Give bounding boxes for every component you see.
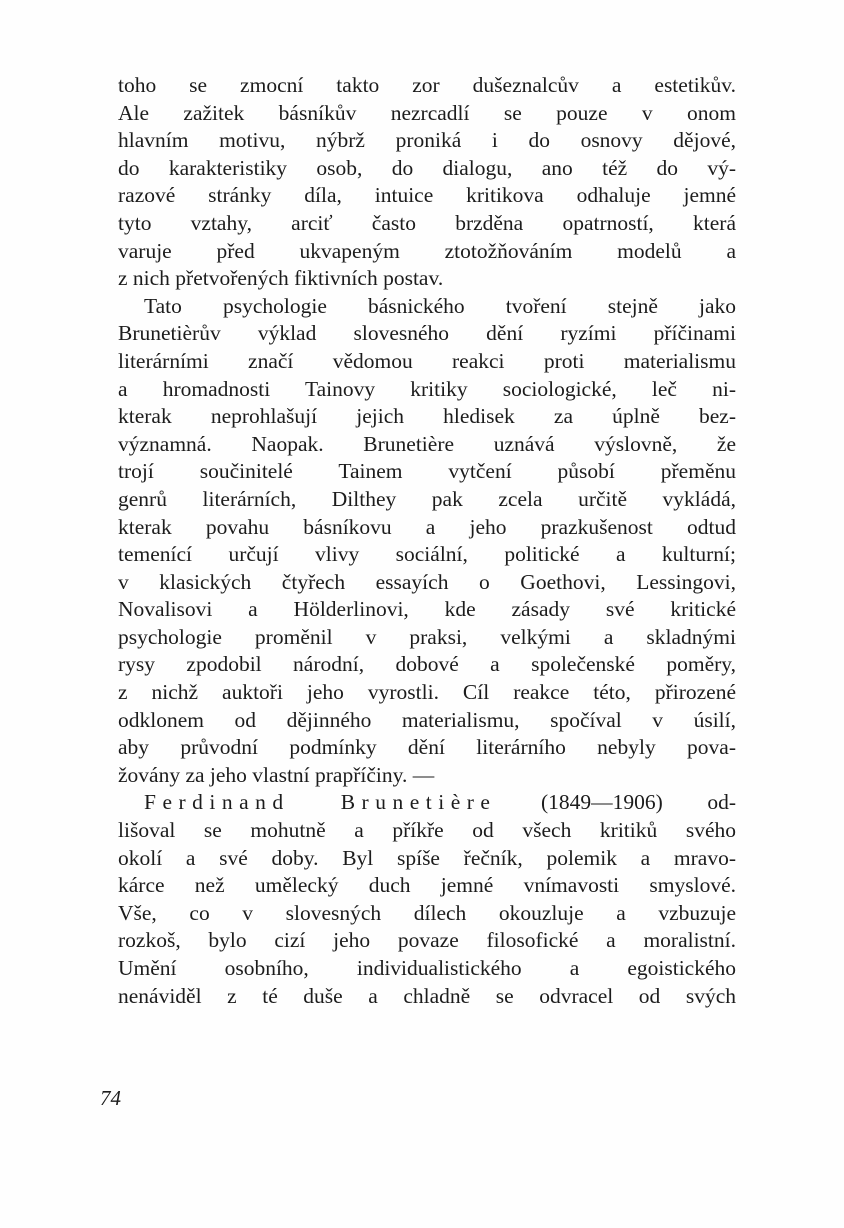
page-number: 74 xyxy=(100,1086,121,1110)
text-line: nenáviděl z té duše a chladně se odvracel od svých xyxy=(118,983,736,1008)
text-line: z nich přetvořených fiktivních postav. xyxy=(118,266,444,291)
text-line: Novalisovi a Hölderlinovi, kde zásady své kritické xyxy=(118,597,736,622)
text-line: v klasických čtyřech essayích o Goethovi, Lessingovi, xyxy=(118,569,736,594)
text-line: varuje před ukvapeným ztotožňováním modelů a xyxy=(118,238,736,263)
text-line: literárními značí vědomou reakci proti materialismu xyxy=(118,348,736,373)
text-line: odklonem od dějinného materialismu, spočíval v úsilí, xyxy=(118,707,736,732)
text-line: aby průvodní podmínky dění literárního nebyly pova- xyxy=(118,735,736,760)
author-name: Ferdinand Brunetière xyxy=(144,790,497,815)
text-line: genrů literárních, Dilthey pak zcela určitě vykládá, xyxy=(118,486,736,511)
text-line: okolí a své doby. Byl spíše řečník, polemik a mravo- xyxy=(118,845,736,870)
text-line: rozkoš, bylo cizí jeho povaze filosofické a moralistní. xyxy=(118,928,736,953)
text-line: a hromadnosti Tainovy kritiky sociologické, leč ni- xyxy=(118,376,736,401)
text-line: žovány za jeho vlastní prapříčiny. — xyxy=(118,762,435,787)
text-line: razové stránky díla, intuice kritikova odhaluje jemné xyxy=(118,183,736,208)
text-line: do karakteristiky osob, do dialogu, ano též do vý- xyxy=(118,155,736,180)
text-line: hlavním motivu, nýbrž proniká i do osnovy dějové, xyxy=(118,128,736,153)
text-line: trojí součinitelé Tainem vytčení působí přeměnu xyxy=(118,459,736,484)
text-line: Vše, co v slovesných dílech okouzluje a vzbuzuje xyxy=(118,900,736,925)
text-line: psychologie proměnil v praksi, velkými a skladnými xyxy=(118,624,736,649)
text-line: z nichž auktoři jeho vyrostli. Cíl reakce této, přirozené xyxy=(118,680,736,705)
text-line: lišoval se mohutně a příkře od všech kritiků svého xyxy=(118,818,736,843)
text-line xyxy=(118,789,736,817)
text-line: Umění osobního, individualistického a egoistického xyxy=(118,956,736,980)
line-remainder: (1849—1906) od- xyxy=(496,790,736,815)
text-line: významná. Naopak. Brunetière uznává výslovně, že xyxy=(118,431,736,456)
text-line: kterak neprohlašují jejich hledisek za úplně bez- xyxy=(118,404,736,429)
text-line: tyto vztahy, arciť často brzděna opatrností, která xyxy=(118,210,736,235)
text-line: kárce než umělecký duch jemné vnímavosti smyslové. xyxy=(118,873,736,898)
text-line: temenící určují vlivy sociální, politické a kulturní; xyxy=(118,542,736,567)
text-line: Ale zažitek básníkův nezrcadlí se pouze v onom xyxy=(118,100,736,125)
text-line: toho se zmocní takto zor dušeznalcův a estetikův. xyxy=(118,73,736,97)
text-line: Brunetièrův výklad slovesného dění ryzími příčinami xyxy=(118,321,736,346)
text-line: Tato psychologie básnického tvoření stejně jako xyxy=(144,293,736,318)
text-line: rysy zpodobil národní, dobové a společenské poměry, xyxy=(118,652,736,677)
text-line: kterak povahu básníkovu a jeho prazkušenost odtud xyxy=(118,514,736,539)
body-text xyxy=(118,72,736,1010)
